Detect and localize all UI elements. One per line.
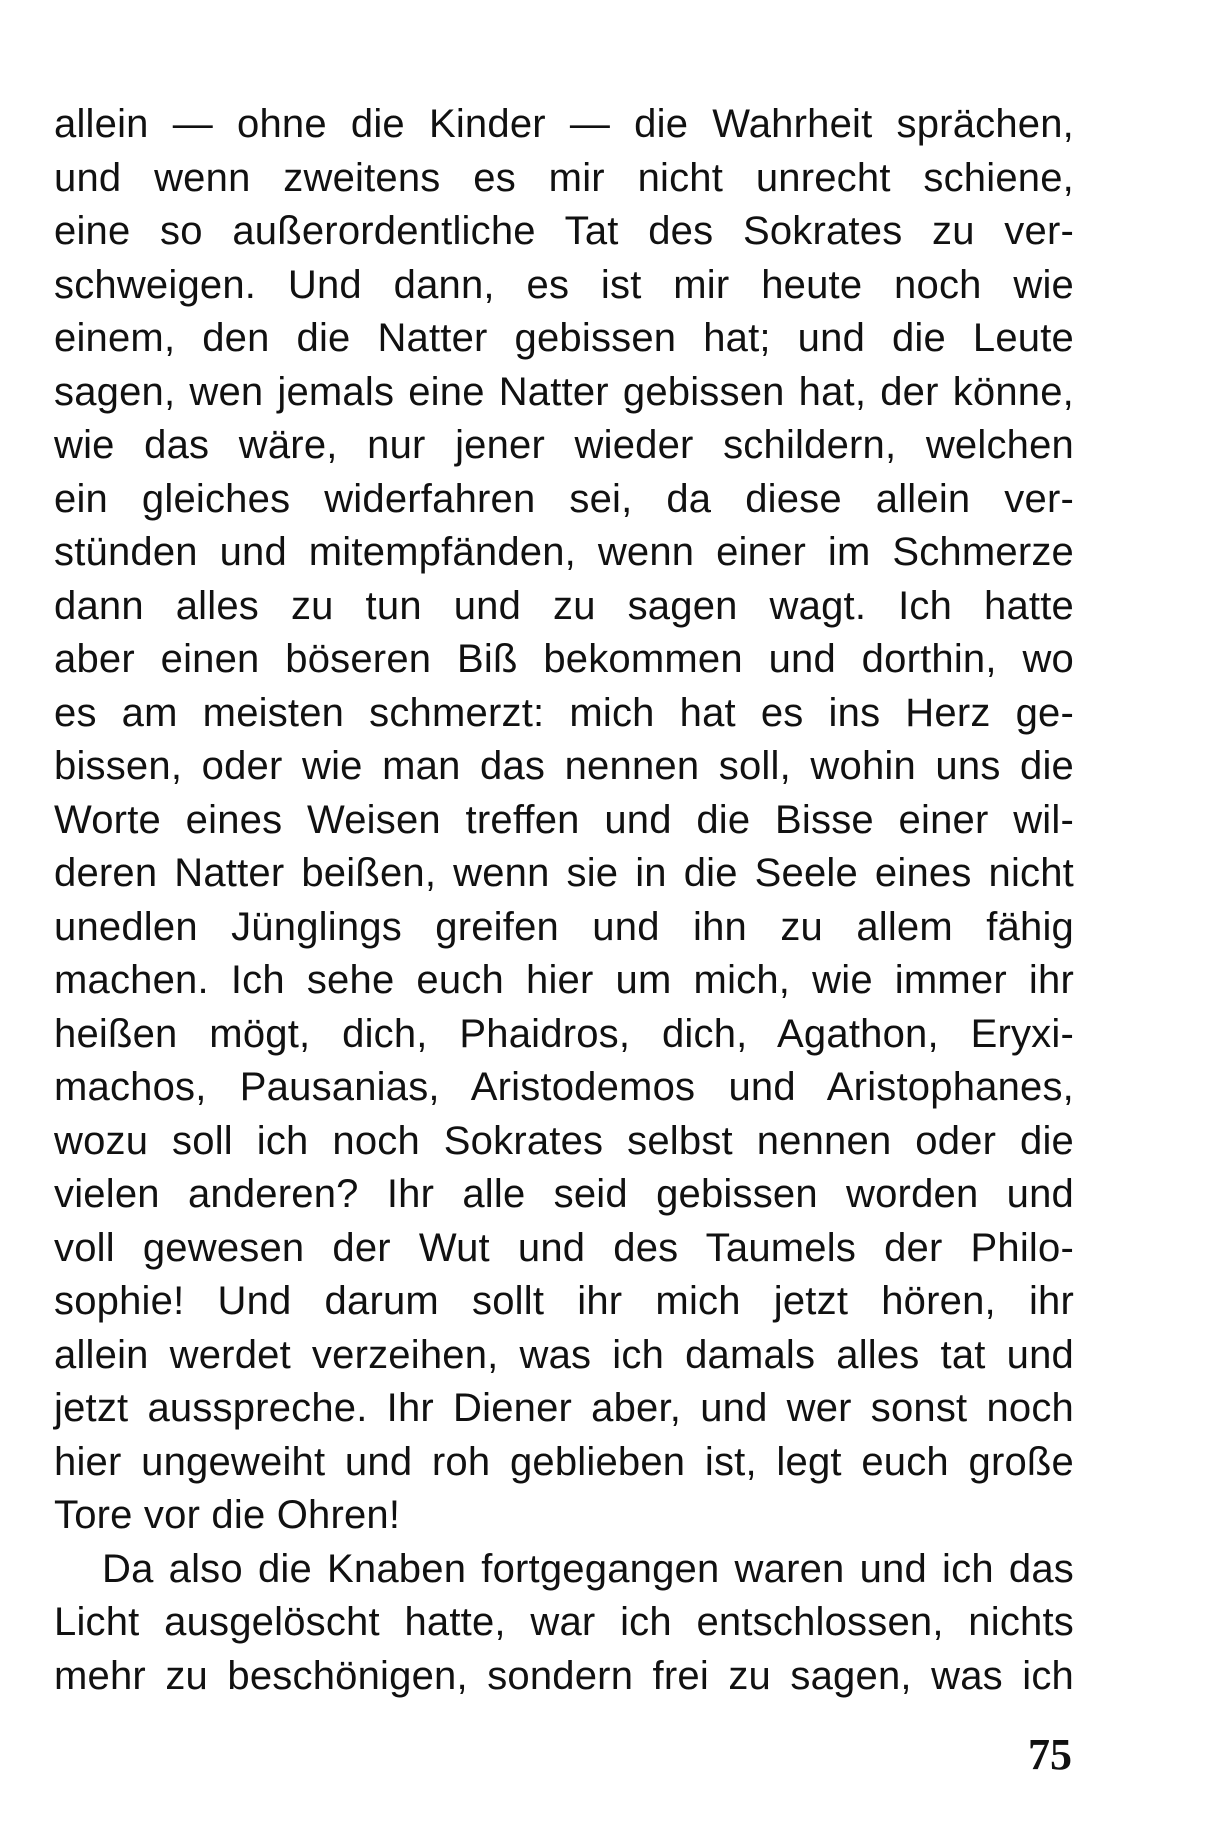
text-line: schweigen. Und dann, es ist mir heute noch wie [54, 262, 1074, 307]
text-line: machos, Pausanias, Aristodemos und Aristophanes, [54, 1065, 1074, 1109]
page-number: 75 [1028, 1730, 1072, 1779]
text-line: mehr zu beschönigen, sondern frei zu sagen, was ich [54, 1653, 1074, 1698]
text-line: allein — ohne die Kinder — die Wahrheit sprächen, [54, 102, 1074, 146]
text-line: jetzt ausspreche. Ihr Diener aber, und wer sonst noch [54, 1386, 1074, 1430]
body-text [54, 98, 1074, 1703]
text-line: heißen mögt, dich, Phaidros, dich, Agathon, Eryxi- [54, 1011, 1074, 1056]
paragraph-start-line: Da also die Knaben fortgegangen waren und ich das [102, 1546, 1074, 1591]
text-line: einem, den die Natter gebissen hat; und die Leute [54, 316, 1074, 360]
text-line: es am meisten schmerzt: mich hat es ins Herz ge- [54, 690, 1074, 735]
text-line: voll gewesen der Wut und des Taumels der Philo- [54, 1225, 1074, 1270]
text-line: dann alles zu tun und zu sagen wagt. Ich hatte [54, 583, 1074, 628]
text-line: sophie! Und darum sollt ihr mich jetzt hören, ihr [54, 1279, 1074, 1323]
text-line: sagen, wen jemals eine Natter gebissen hat, der könne, [54, 369, 1074, 414]
text-line: wie das wäre, nur jener wieder schildern, welchen [54, 423, 1074, 467]
text-line: aber einen böseren Biß bekommen und dorthin, wo [54, 637, 1074, 681]
text-line: eine so außerordentliche Tat des Sokrates zu ver- [54, 209, 1074, 253]
text-line: wozu soll ich noch Sokrates selbst nennen oder die [54, 1118, 1074, 1163]
text-line: unedlen Jünglings greifen und ihn zu allem fähig [54, 904, 1074, 949]
text-line: Licht ausgelöscht hatte, war ich entschlossen, nichts [54, 1600, 1074, 1644]
text-line: allein werdet verzeihen, was ich damals alles tat und [54, 1332, 1074, 1377]
text-line: bissen, oder wie man das nennen soll, wohin uns die [54, 744, 1074, 788]
text-line: stünden und mitempfänden, wenn einer im Schmerze [54, 530, 1074, 574]
text-line: Worte eines Weisen treffen und die Bisse einer wil- [54, 797, 1074, 842]
paragraph-end-line: Tore vor die Ohren! [54, 1493, 401, 1537]
text-line: machen. Ich sehe euch hier um mich, wie immer ihr [54, 958, 1074, 1002]
text-line: ein gleiches widerfahren sei, da diese allein ver- [54, 476, 1074, 521]
text-line: deren Natter beißen, wenn sie in die Seele eines nicht [54, 851, 1074, 895]
text-line: vielen anderen? Ihr alle seid gebissen worden und [54, 1172, 1074, 1216]
text-line: hier ungeweiht und roh geblieben ist, legt euch große [54, 1439, 1074, 1484]
text-line: und wenn zweitens es mir nicht unrecht schiene, [54, 155, 1074, 200]
